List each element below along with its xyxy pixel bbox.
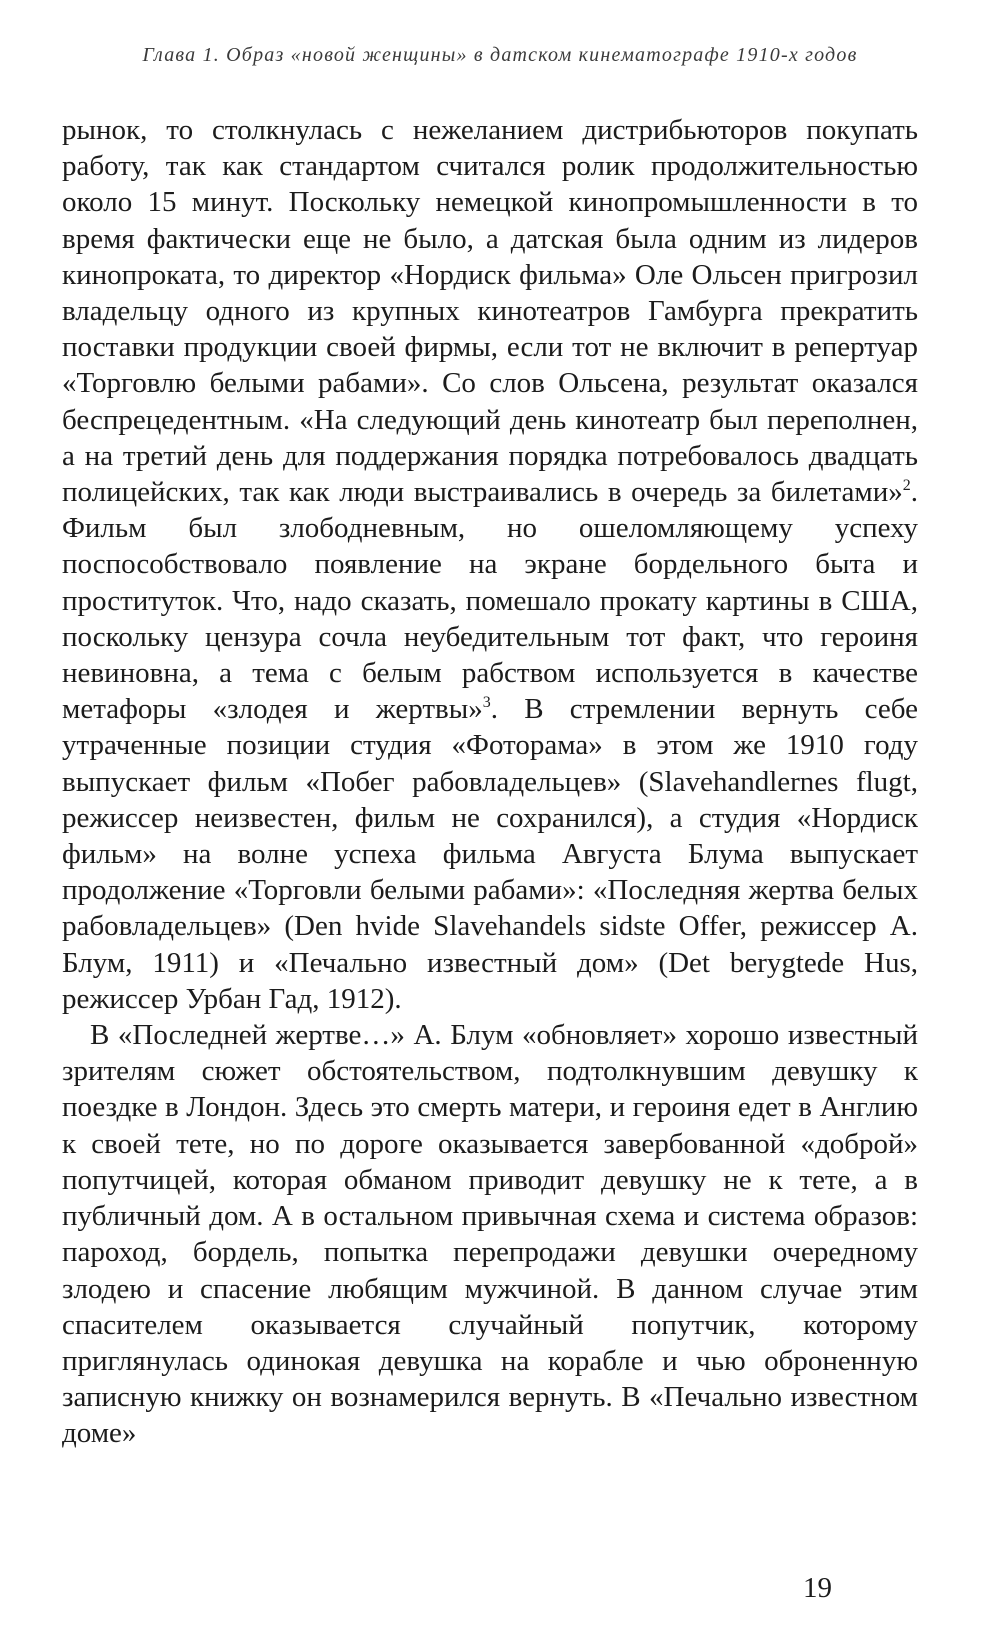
paragraph-text-segment: . Фильм был злободневным, но ошеломляющему успеху поспособствовало появление на экране бордельного быта и проституток. Что, надо сказать, помешало прокату картины в США, поскольку цензура сочла неубедительным тот факт, что героиня невиновна, а тема с белым рабством используется в качестве метафоры «злодея и жертвы»: [62, 476, 918, 726]
paragraph-text-segment: . В стремлении вернуть себе утраченные позиции студия «Фоторама» в этом же 1910 году выпускает фильм «Побег рабовладельцев» (Slavehandlernes flugt, режиссер неизвестен, фильм не сохранился), а студия «Нордиск фильм» на волне успеха фильма Августа Блума выпускает продолжение «Торговли белыми рабами»: «Последняя жертва белых рабовладельцев» (Den hvide Slavehandels sidste Offer, режиссер А. Блум, 1911) и «Печально известный дом» (Det berygtede Hus, режиссер Урбан Гад, 1912).: [62, 693, 918, 1015]
footnote-ref[interactable]: 3: [482, 694, 491, 712]
running-head: Глава 1. Образ «новой женщины» в датском кинематографе 1910-х годов: [142, 44, 858, 66]
paragraph-text-segment: рынок, то столкнулась с нежеланием дистрибьюторов покупать работу, так как стандартом считался ролик продолжительностью около 15 минут. Поскольку немецкой кинопромышленности в то время фактически еще не было, а датская была одним из лидеров кинопроката, то директор «Нордиск фильма» Оле Ольсен пригрозил владельцу одного из крупных кинотеатров Гамбурга прекратить поставки продукции своей фирмы, если тот не включит в репертуар «Торговлю белыми рабами». Со слов Ольсена, результат оказался беспрецедентным. «На следующий день кинотеатр был переполнен, а на третий день для поддержания порядка потребовалось двадцать полицейских, так как люди выстраивались в очередь за билетами»: [62, 114, 918, 509]
paragraph-continued: [62, 112, 918, 1017]
body-text: [62, 112, 918, 1452]
paragraph: В «Последней жертве…» А. Блум «обновляет» хорошо известный зрителям сюжет обстоятельством, подтолкнувшим девушку к поездке в Лондон. Здесь это смерть матери, и героиня едет в Англию к своей тете, но по дороге оказывается завербованной «доброй» попутчицей, которая обманом приводит девушку не к тете, а в публичный дом. А в остальном привычная схема и система образов: пароход, бордель, попытка перепродажи девушки очередному злодею и спасение любящим мужчиной. В данном случае этим спасителем оказывается случайный попутчик, которому приглянулась одинокая девушка на корабле и чью оброненную записную книжку он вознамерился вернуть. В «Печально известном доме»: [62, 1019, 918, 1450]
page-number: 19: [803, 1572, 832, 1604]
footnote-ref[interactable]: 2: [902, 477, 911, 495]
